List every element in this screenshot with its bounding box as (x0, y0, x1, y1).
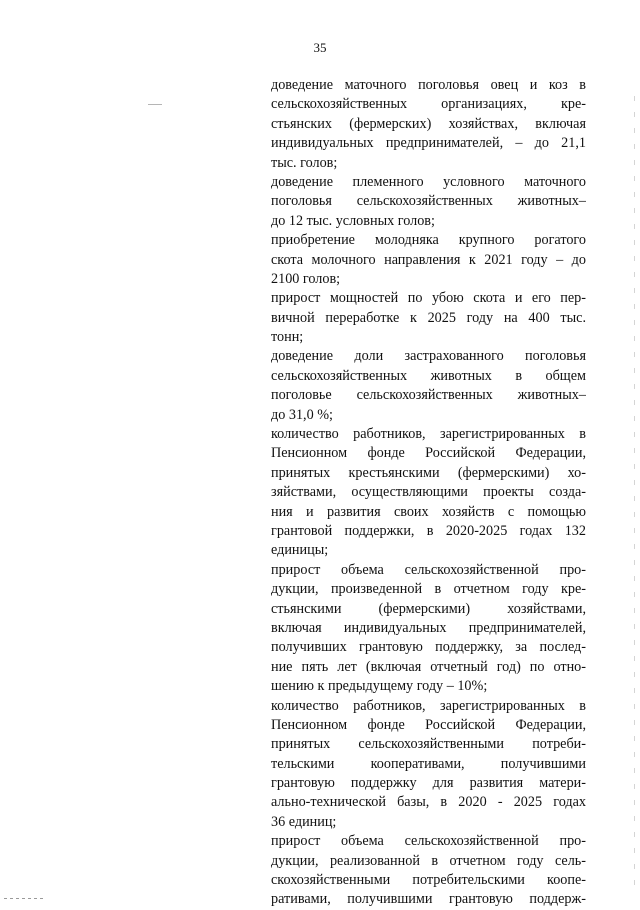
text-line: дукции, реализованной в отчетном году сель- (271, 852, 586, 869)
text-line: количество работников, зарегистрированных в (271, 426, 586, 443)
text-line: приобретение молодняка крупного рогатого (271, 232, 586, 249)
margin-mark (148, 104, 162, 105)
text-line: Пенсионном фонде Российской Федерации, (271, 716, 586, 733)
text-line: грантовой поддержки, в 2020-2025 годах 132 (271, 522, 586, 539)
text-line: 2100 голов; (271, 270, 341, 287)
text-line: тонн; (271, 329, 304, 346)
text-line: прирост объема сельскохозяйственной про- (271, 833, 586, 850)
scan-edge-right (634, 96, 635, 886)
text-column (271, 76, 586, 910)
text-line: индивидуальных предпринимателей, – до 21,1 (271, 135, 586, 152)
text-line: 36 единиц; (271, 813, 337, 830)
text-line: ния и развития своих хозяйств с помощью (271, 503, 586, 520)
text-line: ально-технической базы, в 2020 - 2025 годах (271, 794, 586, 811)
text-line: Пенсионном фонде Российской Федерации, (271, 445, 586, 462)
text-line: ние пять лет (включая отчетный год) по отно- (271, 658, 586, 675)
text-line: ративами, получившими грантовую поддерж- (271, 891, 586, 908)
text-line: стьянскими (фермерскими) хозяйствами, (271, 600, 586, 617)
text-line: шению к предыдущему году – 10%; (271, 678, 488, 695)
text-line: скохозяйственными потребительскими коопе- (271, 872, 586, 889)
text-line: поголовье сельскохозяйственных животных– (271, 387, 586, 404)
text-line: тельскими кооперативами, получившими (271, 755, 586, 772)
text-line: доведение племенного условного маточного (271, 173, 586, 190)
scan-edge-bottom (4, 898, 44, 899)
text-line: прирост мощностей по убою скота и его пер- (271, 290, 586, 307)
text-line: доведение маточного поголовья овец и коз в (271, 77, 586, 93)
text-line: доведение доли застрахованного поголовья (271, 348, 586, 365)
text-line: принятых крестьянскими (фермерскими) хо- (271, 464, 586, 481)
text-line: дукции, произведенной в отчетном году кре- (271, 581, 586, 598)
page-number: 35 (313, 40, 327, 55)
text-line: грантовую поддержку для развития матери- (271, 775, 586, 792)
text-line: тыс. голов; (271, 154, 338, 171)
text-line: количество работников, зарегистрированных в (271, 697, 586, 714)
text-line: поголовья сельскохозяйственных животных– (271, 193, 586, 210)
text-line: скота молочного направления к 2021 году – до (271, 251, 586, 268)
text-line: включая индивидуальных предпринимателей, (271, 619, 586, 636)
text-line: прирост объема сельскохозяйственной про- (271, 561, 586, 578)
text-line: стьянских (фермерских) хозяйствах, включая (271, 115, 586, 132)
text-line: вичной переработке к 2025 году на 400 тыс. (271, 309, 586, 326)
text-line: принятых сельскохозяйственными потреби- (271, 736, 586, 753)
text-line: зяйствами, осуществляющими проекты созда- (271, 484, 586, 501)
text-line: получивших грантовую поддержку, за послед- (271, 639, 586, 656)
text-line: сельскохозяйственных животных в общем (271, 367, 586, 384)
text-line: сельскохозяйственных организациях, кре- (271, 96, 586, 113)
text-line: до 31,0 %; (271, 406, 333, 423)
text-line: единицы; (271, 542, 329, 559)
text-line: до 12 тыс. условных голов; (271, 212, 435, 229)
